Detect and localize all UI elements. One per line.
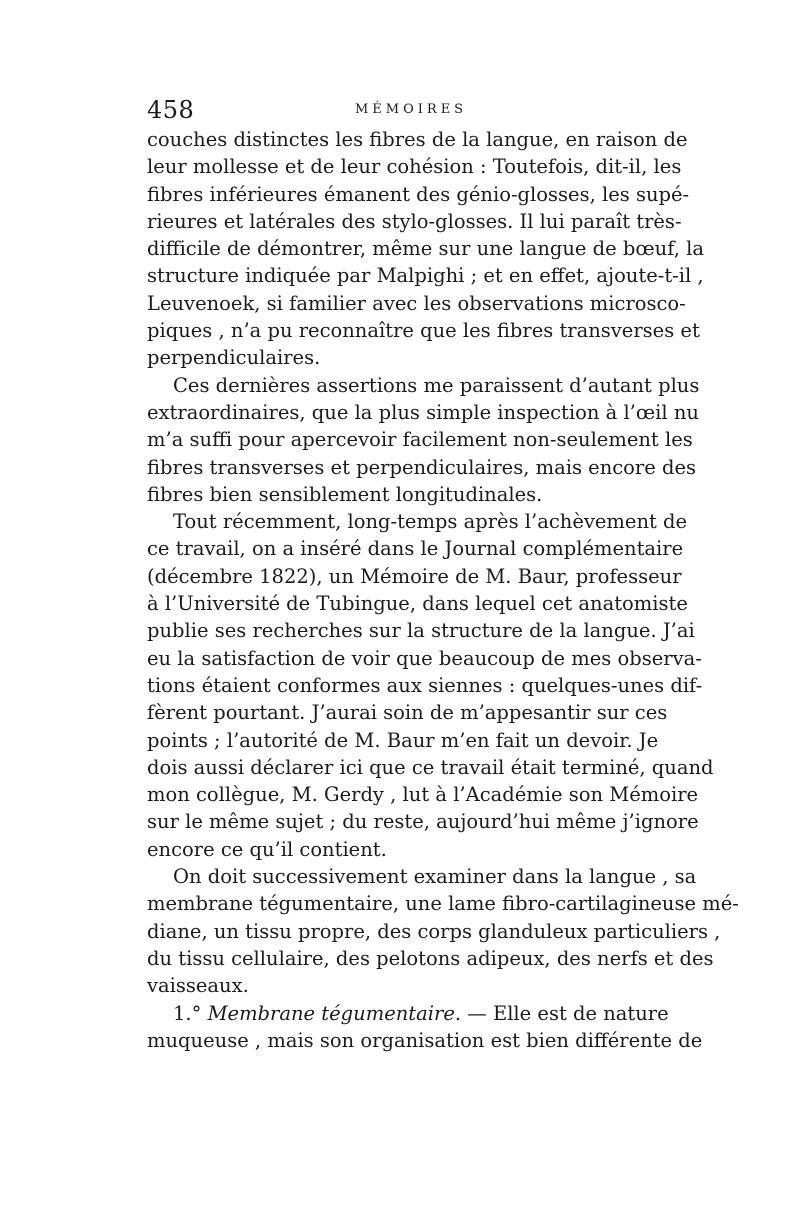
- text-line: perpendiculaires.: [147, 346, 321, 370]
- text-line: tions étaient conformes aux siennes : quelques-unes dif-: [147, 673, 703, 697]
- text-line: piques , n’a pu reconnaître que les fibres transverses et: [147, 319, 700, 343]
- text-line: Leuvenoek, si familier avec les observations microsco-: [147, 291, 686, 315]
- text-line: points ; l’autorité de M. Baur m’en fait un devoir. Je: [147, 728, 659, 752]
- running-title: MÉMOIRES: [355, 102, 468, 117]
- section-title: Membrane tégumentaire.: [207, 1001, 462, 1025]
- text-line: encore ce qu’il contient.: [147, 837, 387, 861]
- text-line: couches distinctes les fibres de la langue, en raison de: [147, 128, 688, 151]
- paragraph-first-line: Tout récemment, long-temps après l’achèvement de: [173, 510, 688, 534]
- text-line: leur mollesse et de leur cohésion : Toutefois, dit-il, les: [147, 155, 682, 179]
- text-line: m’a suffi pour apercevoir facilement non-seulement les: [147, 428, 693, 452]
- text-line: fibres transverses et perpendiculaires, mais encore des: [147, 455, 697, 479]
- text-line: fibres inférieures émanent des génio-glosses, les supé-: [147, 182, 690, 206]
- section-heading-line: [147, 1000, 669, 1027]
- text-line: dois aussi déclarer ici que ce travail était terminé, quand: [147, 755, 714, 779]
- section-number: 1.°: [173, 1001, 202, 1025]
- body-text: [147, 126, 739, 1054]
- text-line: (décembre 1822), un Mémoire de M. Baur, professeur: [147, 564, 682, 588]
- paragraph-first-line: On doit successivement examiner dans la langue , sa: [173, 865, 697, 889]
- text-line: diane, un tissu propre, des corps glanduleux particuliers ,: [147, 919, 721, 943]
- text-line: muqueuse , mais son organisation est bien différente de: [147, 1028, 703, 1052]
- text-line: membrane tégumentaire, une lame fibro-cartilagineuse mé-: [147, 892, 739, 916]
- text-line: sur le même sujet ; du reste, aujourd’hui même j’ignore: [147, 810, 699, 834]
- text-line: rieures et latérales des stylo-glosses. Il lui paraît très-: [147, 209, 682, 233]
- paragraph-first-line: Ces dernières assertions me paraissent d’autant plus: [173, 373, 700, 397]
- text-line: mon collègue, M. Gerdy , lut à l’Académie son Mémoire: [147, 783, 699, 807]
- text-line: fibres bien sensiblement longitudinales.: [147, 482, 543, 506]
- text-line: eu la satisfaction de voir que beaucoup de mes observa-: [147, 646, 702, 670]
- section-lead-text: — Elle est de nature: [461, 1001, 669, 1025]
- text-line: publie ses recherches sur la structure de la langue. J’ai: [147, 619, 695, 643]
- text-line: structure indiquée par Malpighi ; et en effet, ajoute-t-il ,: [147, 264, 704, 288]
- text-line: à l’Université de Tubingue, dans lequel cet anatomiste: [147, 592, 688, 616]
- page-number: 458: [147, 96, 195, 124]
- text-line: vaisseaux.: [147, 974, 249, 998]
- text-line: difficile de démontrer, même sur une langue de bœuf, la: [147, 237, 704, 261]
- text-line: extraordinaires, que la plus simple inspection à l’œil nu: [147, 400, 699, 424]
- text-line: ce travail, on a inséré dans le Journal complémentaire: [147, 537, 684, 561]
- text-line: fèrent pourtant. J’aurai soin de m’appesantir sur ces: [147, 701, 668, 725]
- text-line: du tissu cellulaire, des pelotons adipeux, des nerfs et des: [147, 946, 714, 970]
